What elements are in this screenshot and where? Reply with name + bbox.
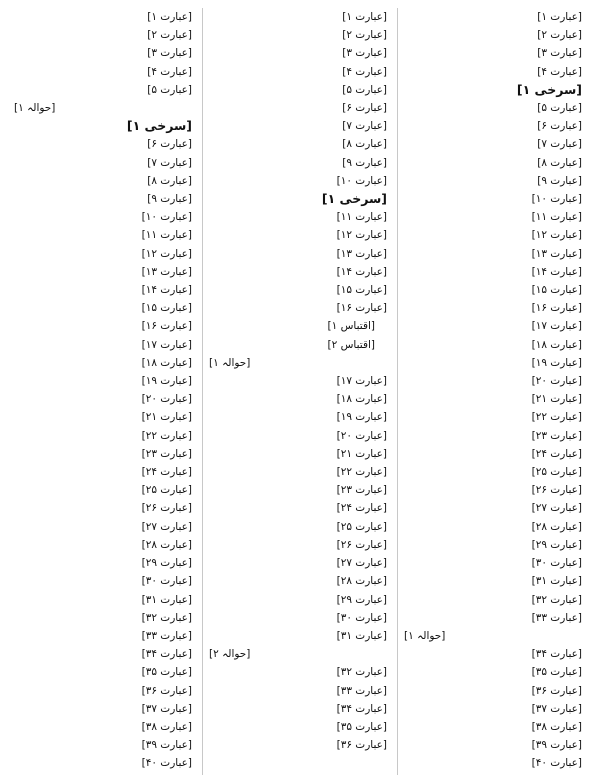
text-line: [عبارت ۶] [147,138,192,151]
text-line: [عبارت ۱۳] [531,247,582,260]
text-line: [عبارت ۳۳] [531,611,582,624]
text-line: [عبارت ۲۶] [531,484,582,497]
text-line: [عبارت ۲۶] [336,538,387,551]
text-line: [عبارت ۱۲] [141,247,192,260]
text-line: [عبارت ۳۱] [336,629,387,642]
text-line: [عبارت ۱۱] [141,229,192,242]
text-line: [عبارت ۱۲] [336,229,387,242]
text-line: [عبارت ۹] [537,174,582,187]
text-line: [عبارت ۲۹] [531,538,582,551]
text-line: [عبارت ۱۵] [141,302,192,315]
text-line: [عبارت ۳۶] [336,739,387,752]
text-line: [عبارت ۳۲] [141,611,192,624]
text-line: [عبارت ۸] [147,174,192,187]
text-line: [عبارت ۳۸] [531,720,582,733]
text-line: [عبارت ۵] [537,102,582,115]
section-heading: [سرخی ۱] [321,191,387,207]
text-line: [عبارت ۵] [342,83,387,96]
text-line: [عبارت ۳۰] [141,575,192,588]
text-line: [عبارت ۴] [537,65,582,78]
text-line: [عبارت ۳۹] [141,739,192,752]
text-line: [عبارت ۲۲] [141,429,192,442]
quote-line: [اقتباس ۲] [327,338,375,351]
text-line: [عبارت ۲۹] [336,593,387,606]
text-line: [عبارت ۲۶] [141,502,192,515]
text-line: [عبارت ۳] [147,47,192,60]
text-line: [عبارت ۱۸] [531,338,582,351]
text-line: [عبارت ۲۰] [336,429,387,442]
text-line: [عبارت ۱۰] [336,174,387,187]
reference-line: [حوالہ ۱] [209,356,251,369]
text-line: [عبارت ۳۱] [141,593,192,606]
text-line: [عبارت ۳۲] [336,666,387,679]
text-line: [عبارت ۷] [342,120,387,133]
text-line: [عبارت ۲۱] [336,447,387,460]
reference-line: [حوالہ ۲] [209,648,251,661]
text-line: [عبارت ۱۴] [531,265,582,278]
text-line: [عبارت ۳۶] [141,684,192,697]
section-heading: [سرخی ۱] [126,118,192,134]
text-line: [عبارت ۲] [147,29,192,42]
reference-line: [حوالہ ۱] [14,102,56,115]
text-line: [عبارت ۱۱] [336,211,387,224]
text-line: [عبارت ۷] [147,156,192,169]
text-line: [عبارت ۳۱] [531,575,582,588]
text-line: [عبارت ۲۸] [336,575,387,588]
text-line: [عبارت ۲۲] [531,411,582,424]
text-line: [عبارت ۳۵] [141,666,192,679]
text-line: [عبارت ۶] [537,120,582,133]
column-right [398,8,582,775]
text-line: [عبارت ۳۷] [531,702,582,715]
text-line: [عبارت ۱۳] [141,265,192,278]
text-line: [عبارت ۴۰] [531,757,582,770]
text-line: [عبارت ۱] [537,11,582,23]
text-line: [عبارت ۳] [537,47,582,60]
text-line: [عبارت ۳۶] [531,684,582,697]
text-line: [عبارت ۳۴] [336,702,387,715]
text-line: [عبارت ۲۲] [336,466,387,479]
text-line: [عبارت ۲] [342,29,387,42]
text-line: [عبارت ۲۸] [141,538,192,551]
text-line: [عبارت ۲۸] [531,520,582,533]
text-line: [عبارت ۱۴] [141,284,192,297]
text-line: [عبارت ۱۰] [141,211,192,224]
text-line: [عبارت ۱۶] [141,320,192,333]
text-line: [عبارت ۲۱] [531,393,582,406]
text-line: [عبارت ۷] [537,138,582,151]
text-line: [عبارت ۲۴] [336,502,387,515]
text-line: [عبارت ۱۷] [336,375,387,388]
text-line: [عبارت ۲] [537,29,582,42]
text-columns [8,8,582,775]
column-divider [202,8,203,775]
text-line: [عبارت ۳۰] [336,611,387,624]
text-line: [عبارت ۲۷] [141,520,192,533]
text-line: [عبارت ۳۸] [141,720,192,733]
text-line: [عبارت ۱] [147,11,192,23]
text-line: [عبارت ۱] [342,11,387,23]
text-line: [عبارت ۱۹] [141,375,192,388]
text-line: [عبارت ۱۱] [531,211,582,224]
text-line: [عبارت ۳۲] [531,593,582,606]
text-line: [عبارت ۹] [147,193,192,206]
text-line: [عبارت ۳۴] [531,648,582,661]
section-heading: [سرخی ۱] [516,81,582,97]
text-line: [عبارت ۳۹] [531,739,582,752]
text-line: [عبارت ۲۴] [141,466,192,479]
text-line: [عبارت ۳۵] [531,666,582,679]
text-line: [عبارت ۱۷] [531,320,582,333]
text-line: [عبارت ۴] [147,65,192,78]
text-line: [عبارت ۲۵] [141,484,192,497]
text-line: [عبارت ۵] [147,83,192,96]
column-divider [397,8,398,775]
column-middle [203,8,387,775]
quote-line: [اقتباس ۱] [327,320,375,333]
text-line: [عبارت ۶] [342,102,387,115]
text-line: [عبارت ۳۰] [531,557,582,570]
column-left [8,8,192,775]
text-line: [عبارت ۳۳] [141,629,192,642]
text-line: [عبارت ۱۶] [336,302,387,315]
text-line: [عبارت ۲۵] [531,466,582,479]
text-line: [عبارت ۲۷] [336,557,387,570]
text-line: [عبارت ۸] [342,138,387,151]
text-line: [عبارت ۲۳] [336,484,387,497]
text-line: [عبارت ۱۵] [336,284,387,297]
text-line: [عبارت ۱۸] [141,356,192,369]
text-line: [عبارت ۳۷] [141,702,192,715]
text-line: [عبارت ۹] [342,156,387,169]
text-line: [عبارت ۲۱] [141,411,192,424]
text-line: [عبارت ۱۷] [141,338,192,351]
text-line: [عبارت ۱۵] [531,284,582,297]
text-line: [عبارت ۱۳] [336,247,387,260]
text-line: [عبارت ۱۹] [531,356,582,369]
text-line: [عبارت ۲۵] [336,520,387,533]
text-line: [عبارت ۳۳] [336,684,387,697]
text-line: [عبارت ۱۲] [531,229,582,242]
text-line: [عبارت ۳] [342,47,387,60]
text-line: [عبارت ۱۶] [531,302,582,315]
text-line: [عبارت ۲۳] [531,429,582,442]
text-line: [عبارت ۲۰] [531,375,582,388]
text-line: [عبارت ۴۰] [141,757,192,770]
text-line: [عبارت ۴] [342,65,387,78]
text-line: [عبارت ۲۴] [531,447,582,460]
text-line: [عبارت ۳۵] [336,720,387,733]
text-line: [عبارت ۱۹] [336,411,387,424]
text-line: [عبارت ۲۷] [531,502,582,515]
text-line: [عبارت ۲۳] [141,447,192,460]
text-line: [عبارت ۱۰] [531,193,582,206]
text-line: [عبارت ۳۴] [141,648,192,661]
text-line: [عبارت ۸] [537,156,582,169]
text-line: [عبارت ۲۹] [141,557,192,570]
text-line: [عبارت ۲۰] [141,393,192,406]
text-line: [عبارت ۱۸] [336,393,387,406]
text-line: [عبارت ۱۴] [336,265,387,278]
reference-line: [حوالہ ۱] [404,629,446,642]
